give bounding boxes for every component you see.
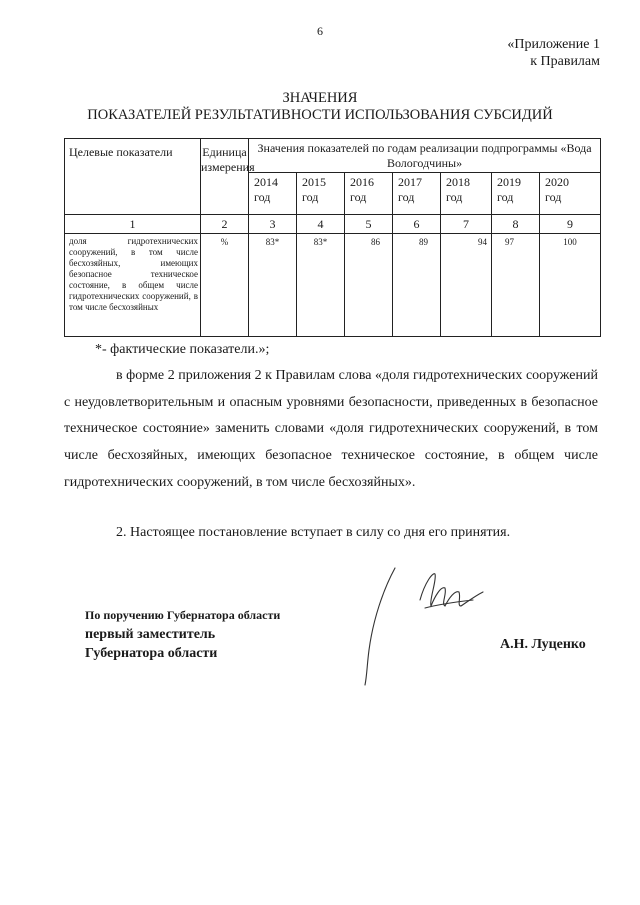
year-value: 2016	[350, 175, 374, 189]
year-unit: год	[254, 190, 271, 204]
header-unit-text: Единица измерения	[201, 145, 255, 174]
value-cell-2020: 100	[540, 234, 601, 337]
value-cell-2014: 83*	[249, 234, 297, 337]
year-value: 2017	[398, 175, 422, 189]
column-number-3: 3	[249, 215, 297, 234]
page-number: 6	[317, 24, 323, 38]
handwritten-signature	[355, 560, 505, 690]
column-number-2: 2	[201, 215, 249, 234]
effective-date-paragraph: 2. Настоящее постановление вступает в силу со дня его принятия.	[116, 525, 511, 540]
appendix-line-2: к Правилам	[530, 54, 600, 69]
appendix-line-1: «Приложение 1	[507, 37, 600, 52]
signatory-line-1: По поручению Губернатора области	[85, 608, 281, 622]
year-unit: год	[350, 190, 367, 204]
indicator-unit: %	[201, 234, 249, 337]
value-cell-2018: 94	[441, 234, 492, 337]
header-unit	[201, 139, 255, 215]
year-unit: год	[398, 190, 415, 204]
year-value: 2019	[497, 175, 521, 189]
year-header-1	[297, 173, 345, 215]
value-cell-2016: 86	[345, 234, 393, 337]
year-header-6	[540, 173, 601, 215]
column-number-8: 8	[492, 215, 540, 234]
year-value: 2018	[446, 175, 470, 189]
column-number-6: 6	[393, 215, 441, 234]
year-value: 2014	[254, 175, 278, 189]
signatory-line-3: Губернатора области	[85, 646, 218, 661]
signatory-line-2: первый заместитель	[85, 627, 216, 642]
signatory-name: А.Н. Луценко	[500, 637, 586, 652]
column-number-4: 4	[297, 215, 345, 234]
footnote: *- фактические показатели.»;	[95, 342, 270, 357]
year-unit: год	[302, 190, 319, 204]
year-header-4	[441, 173, 492, 215]
header-values-by-year: Значения показателей по годам реализации подпрограммы «Вода Вологодчины»	[249, 139, 601, 173]
column-number-7: 7	[441, 215, 492, 234]
year-value: 2020	[545, 175, 569, 189]
year-header-2	[345, 173, 393, 215]
header-target-indicators: Целевые показатели	[65, 139, 201, 215]
title-line-2: ПОКАЗАТЕЛЕЙ РЕЗУЛЬТАТИВНОСТИ ИСПОЛЬЗОВАНИЯ СУБСИДИЙ	[87, 107, 553, 123]
year-header-0	[249, 173, 297, 215]
year-value: 2015	[302, 175, 326, 189]
column-number-row	[65, 215, 601, 234]
value-cell-2017: 89	[393, 234, 441, 337]
amendment-paragraph: в форме 2 приложения 2 к Правилам слова «доля гидротехнических сооружений с неудовлетворительным и опасным уровнями безопасности, приведенных в безопасное техническое состояние» заменить словами «доля гидротехнических сооружений, в том числе бесхозяйных, имеющих безопасное техническое состояние, в общем числе гидротехнических сооружений, в том числе бесхозяйных».	[64, 368, 598, 490]
column-number-5: 5	[345, 215, 393, 234]
year-unit: год	[545, 190, 562, 204]
column-number-1: 1	[65, 215, 201, 234]
year-header-3	[393, 173, 441, 215]
appendix-reference	[507, 36, 600, 70]
table-row	[65, 234, 601, 337]
value-cell-2015: 83*	[297, 234, 345, 337]
signatory-block	[85, 606, 280, 663]
year-unit: год	[497, 190, 514, 204]
indicator-description: доля гидротехнических сооружений, в том числе бесхозяйных, имеющих безопасное техническое состояние, в общем числе гидротехнических сооружений, в том числе бесхозяйных	[65, 234, 201, 337]
year-header-5	[492, 173, 540, 215]
title-line-1: ЗНАЧЕНИЯ	[282, 90, 358, 106]
document-title	[0, 90, 640, 124]
column-number-9: 9	[540, 215, 601, 234]
indicators-table	[64, 138, 601, 337]
year-unit: год	[446, 190, 463, 204]
value-cell-2019: 97	[492, 234, 540, 337]
